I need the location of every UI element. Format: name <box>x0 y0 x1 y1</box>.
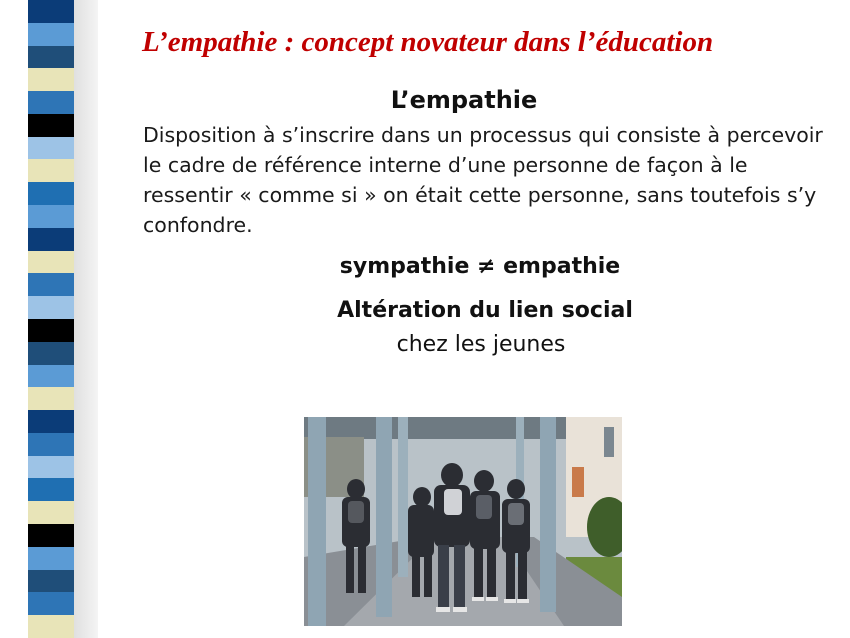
stripe-segment <box>28 524 74 547</box>
stripe-segment <box>28 478 74 501</box>
stripe-segment <box>28 501 74 524</box>
subtitle-rest: chez les jeunes <box>396 332 566 357</box>
stripe-segment <box>28 114 74 137</box>
stripe-segment <box>28 592 74 615</box>
stripe-segment <box>28 228 74 251</box>
stripe-segment <box>28 23 74 46</box>
stripe-segment <box>28 410 74 433</box>
stripe-segment <box>28 365 74 388</box>
stripe-segment <box>28 433 74 456</box>
stripe-segment <box>28 615 74 638</box>
stripe-segment <box>28 570 74 593</box>
stripe-segment <box>28 46 74 69</box>
stripe-segment <box>28 547 74 570</box>
stripe-segment <box>28 137 74 160</box>
stripe-segment <box>28 159 74 182</box>
students-walking-photo <box>304 417 622 626</box>
stripe-segment <box>28 205 74 228</box>
stripe-segment <box>28 182 74 205</box>
contrast-line: sympathie ≠ empathie <box>339 254 621 279</box>
slide-title: L’empathie : concept novateur dans l’éducation <box>142 26 714 58</box>
stripe-segment <box>28 0 74 23</box>
stripe-segment <box>28 387 74 410</box>
subtitle-bold: Altération du lien social <box>337 298 633 323</box>
section-heading: L’empathie <box>390 86 538 114</box>
stripe-segment <box>28 456 74 479</box>
definition-text: Disposition à s’inscrire dans un processus qui consiste à percevoir le cadre de référence interne d’une personne de façon à le ressentir « comme si » on était cette personne, sans toutefois s’y confondre. <box>143 123 823 237</box>
photo-illustration <box>304 417 622 626</box>
